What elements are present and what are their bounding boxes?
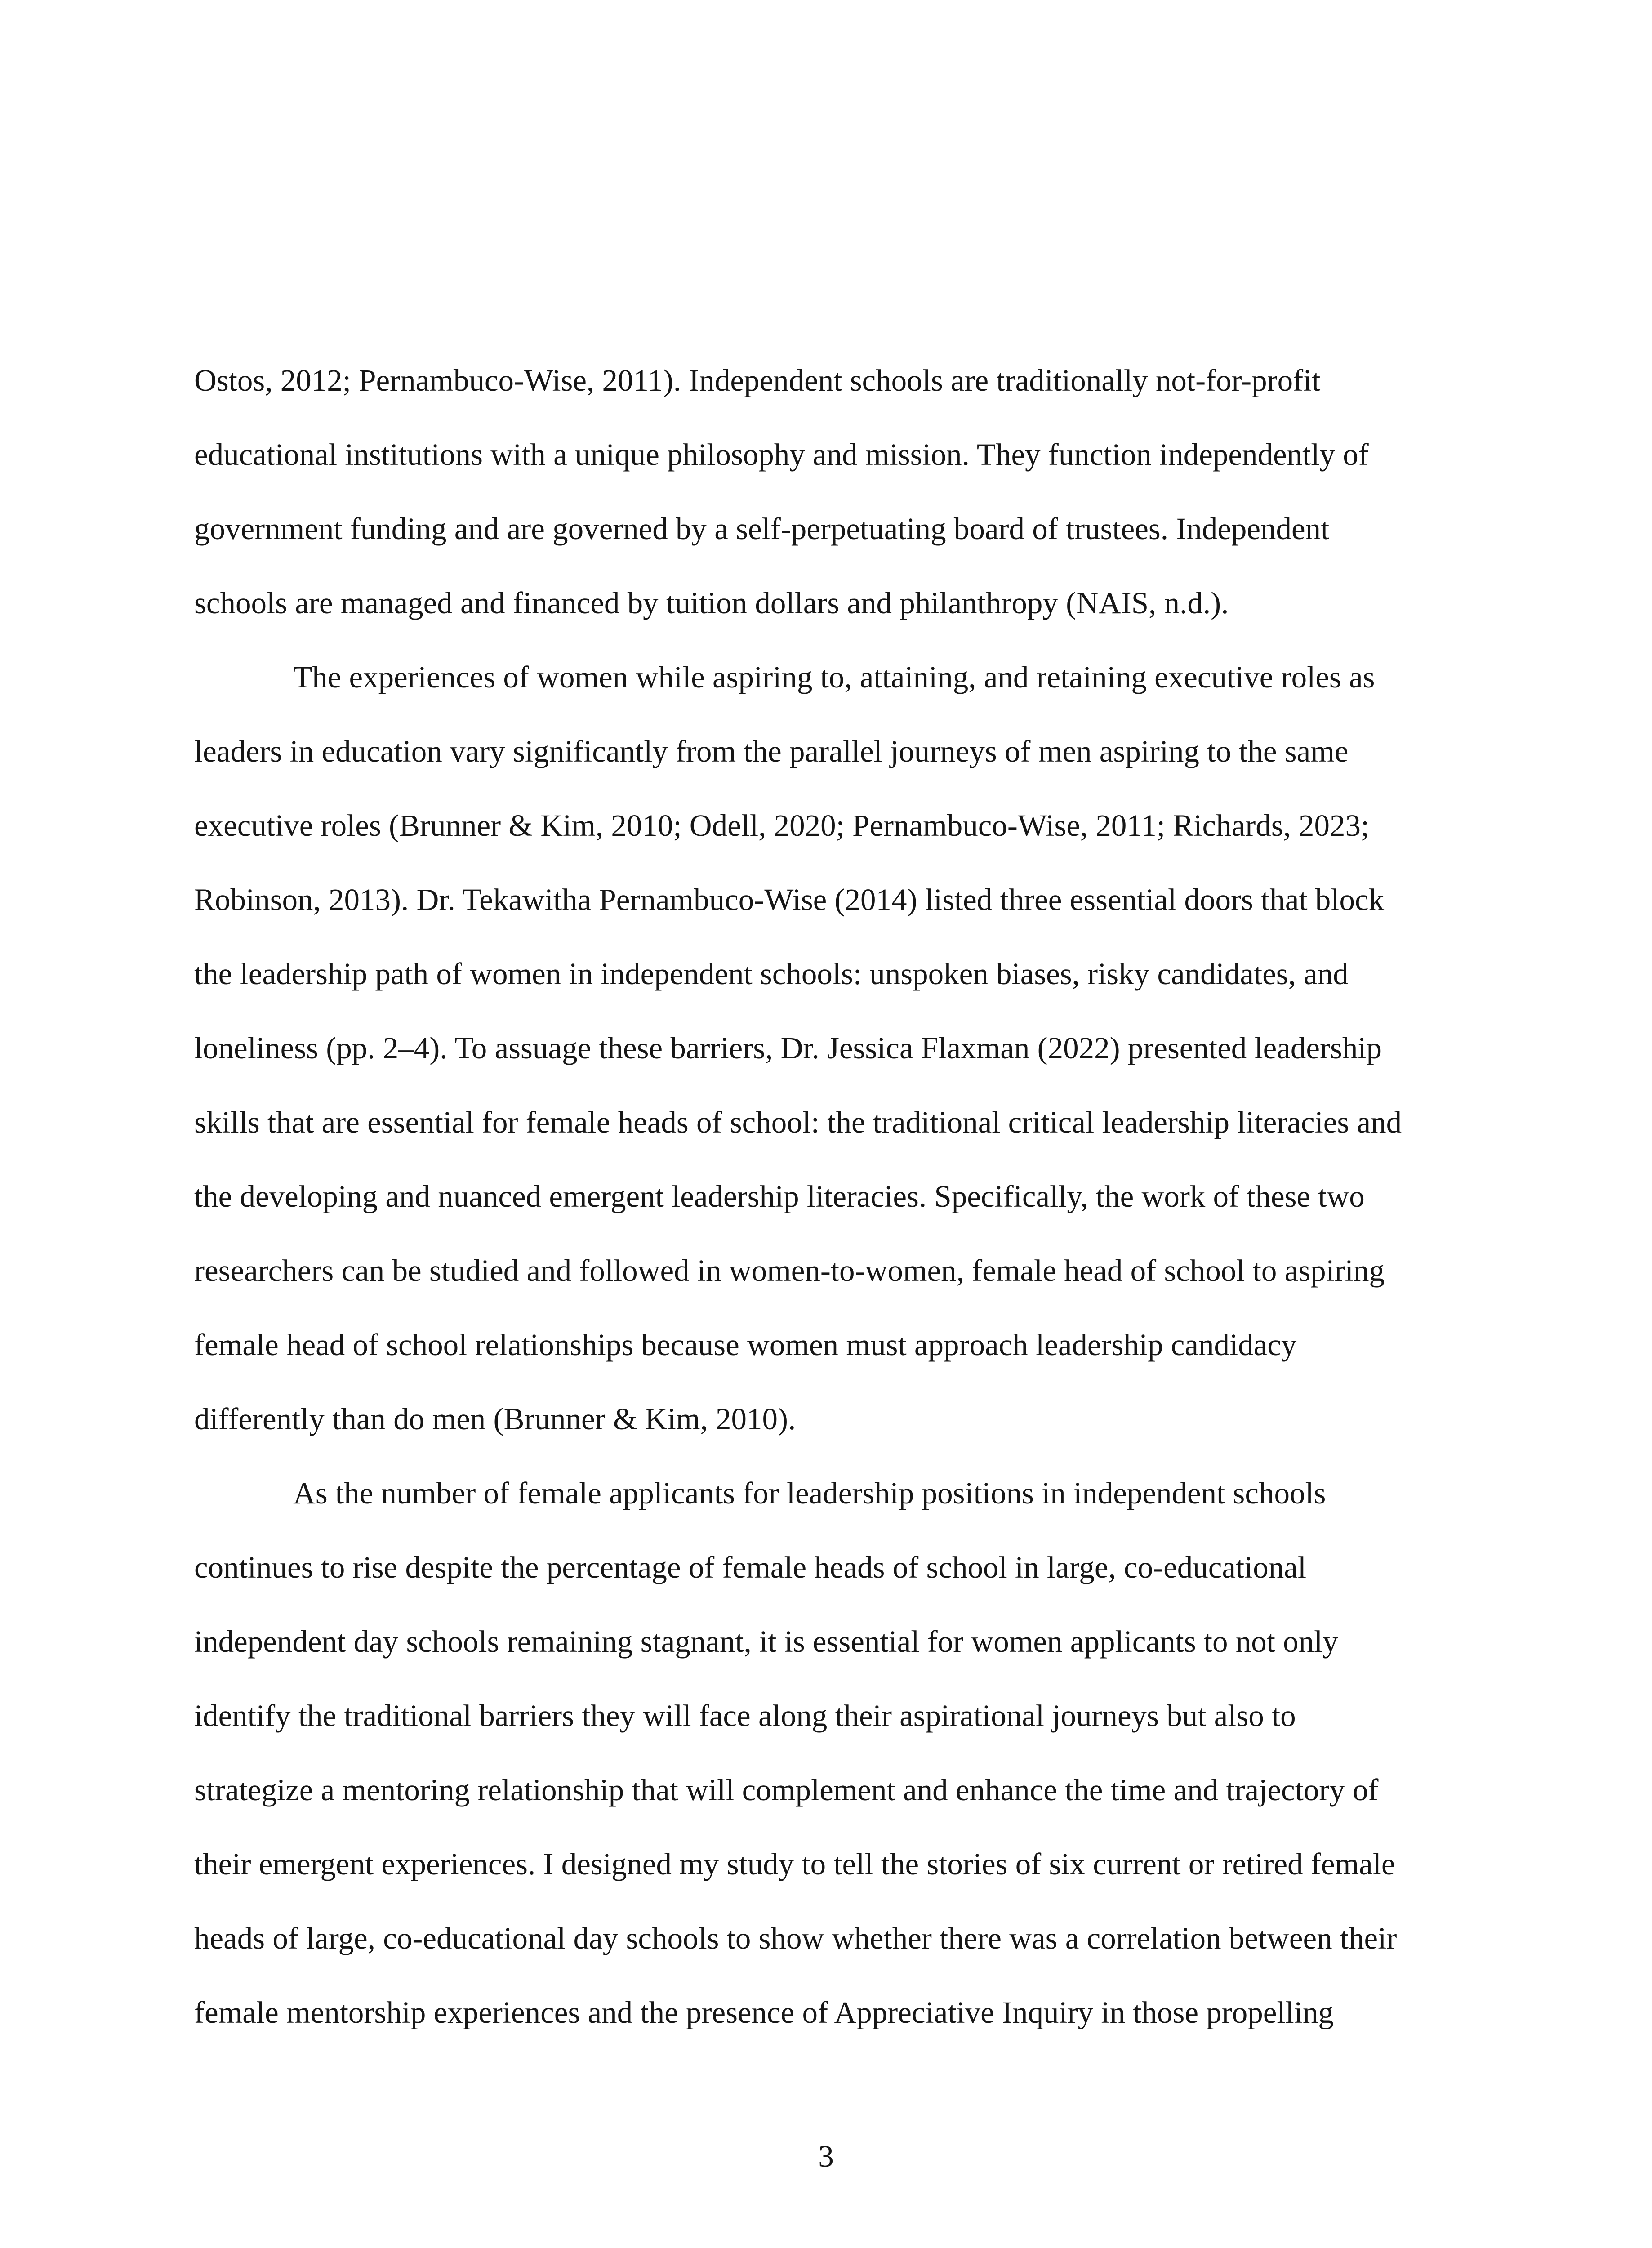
text-line: skills that are essential for female heads of school: the traditional critical leadership literacies and [194, 1105, 1402, 1139]
text-line: independent day schools remaining stagnant, it is essential for women applicants to not only [194, 1624, 1338, 1659]
text-line: educational institutions with a unique philosophy and mission. They function independently of [194, 437, 1369, 472]
text-line: their emergent experiences. I designed my study to tell the stories of six current or retired female [194, 1847, 1395, 1881]
text-line: executive roles (Brunner & Kim, 2010; Odell, 2020; Pernambuco-Wise, 2011; Richards, 2023; [194, 808, 1370, 843]
text-line: leaders in education vary significantly from the parallel journeys of men aspiring to the same [194, 734, 1349, 768]
text-line: continues to rise despite the percentage of female heads of school in large, co-educational [194, 1550, 1307, 1584]
text-line: loneliness (pp. 2–4). To assuage these barriers, Dr. Jessica Flaxman (2022) presented leadership [194, 1031, 1382, 1065]
text-line: differently than do men (Brunner & Kim, 2010). [194, 1402, 796, 1436]
text-line: identify the traditional barriers they will face along their aspirational journeys but also to [194, 1699, 1296, 1733]
text-line: Ostos, 2012; Pernambuco-Wise, 2011). Independent schools are traditionally not-for-profit [194, 363, 1321, 397]
text-line: strategize a mentoring relationship that will complement and enhance the time and trajectory of [194, 1773, 1379, 1807]
text-line: the leadership path of women in independent schools: unspoken biases, risky candidates, and [194, 957, 1349, 991]
text-line: As the number of female applicants for leadership positions in independent schools [293, 1476, 1326, 1510]
text-line: researchers can be studied and followed in women-to-women, female head of school to aspiring [194, 1253, 1385, 1288]
page-number: 3 [818, 2139, 834, 2173]
text-line: female mentorship experiences and the presence of Appreciative Inquiry in those propelling [194, 1995, 1334, 2029]
text-line: heads of large, co-educational day schools to show whether there was a correlation between their [194, 1921, 1397, 1955]
text-line: Robinson, 2013). Dr. Tekawitha Pernambuco-Wise (2014) listed three essential doors that block [194, 883, 1385, 917]
text-line: government funding and are governed by a self-perpetuating board of trustees. Independent [194, 512, 1330, 546]
text-line: female head of school relationships because women must approach leadership candidacy [194, 1328, 1297, 1362]
text-line: The experiences of women while aspiring to, attaining, and retaining executive roles as [293, 660, 1375, 694]
text-line: schools are managed and financed by tuition dollars and philanthropy (NAIS, n.d.). [194, 586, 1229, 620]
text-line: the developing and nuanced emergent leadership literacies. Specifically, the work of these two [194, 1179, 1365, 1213]
